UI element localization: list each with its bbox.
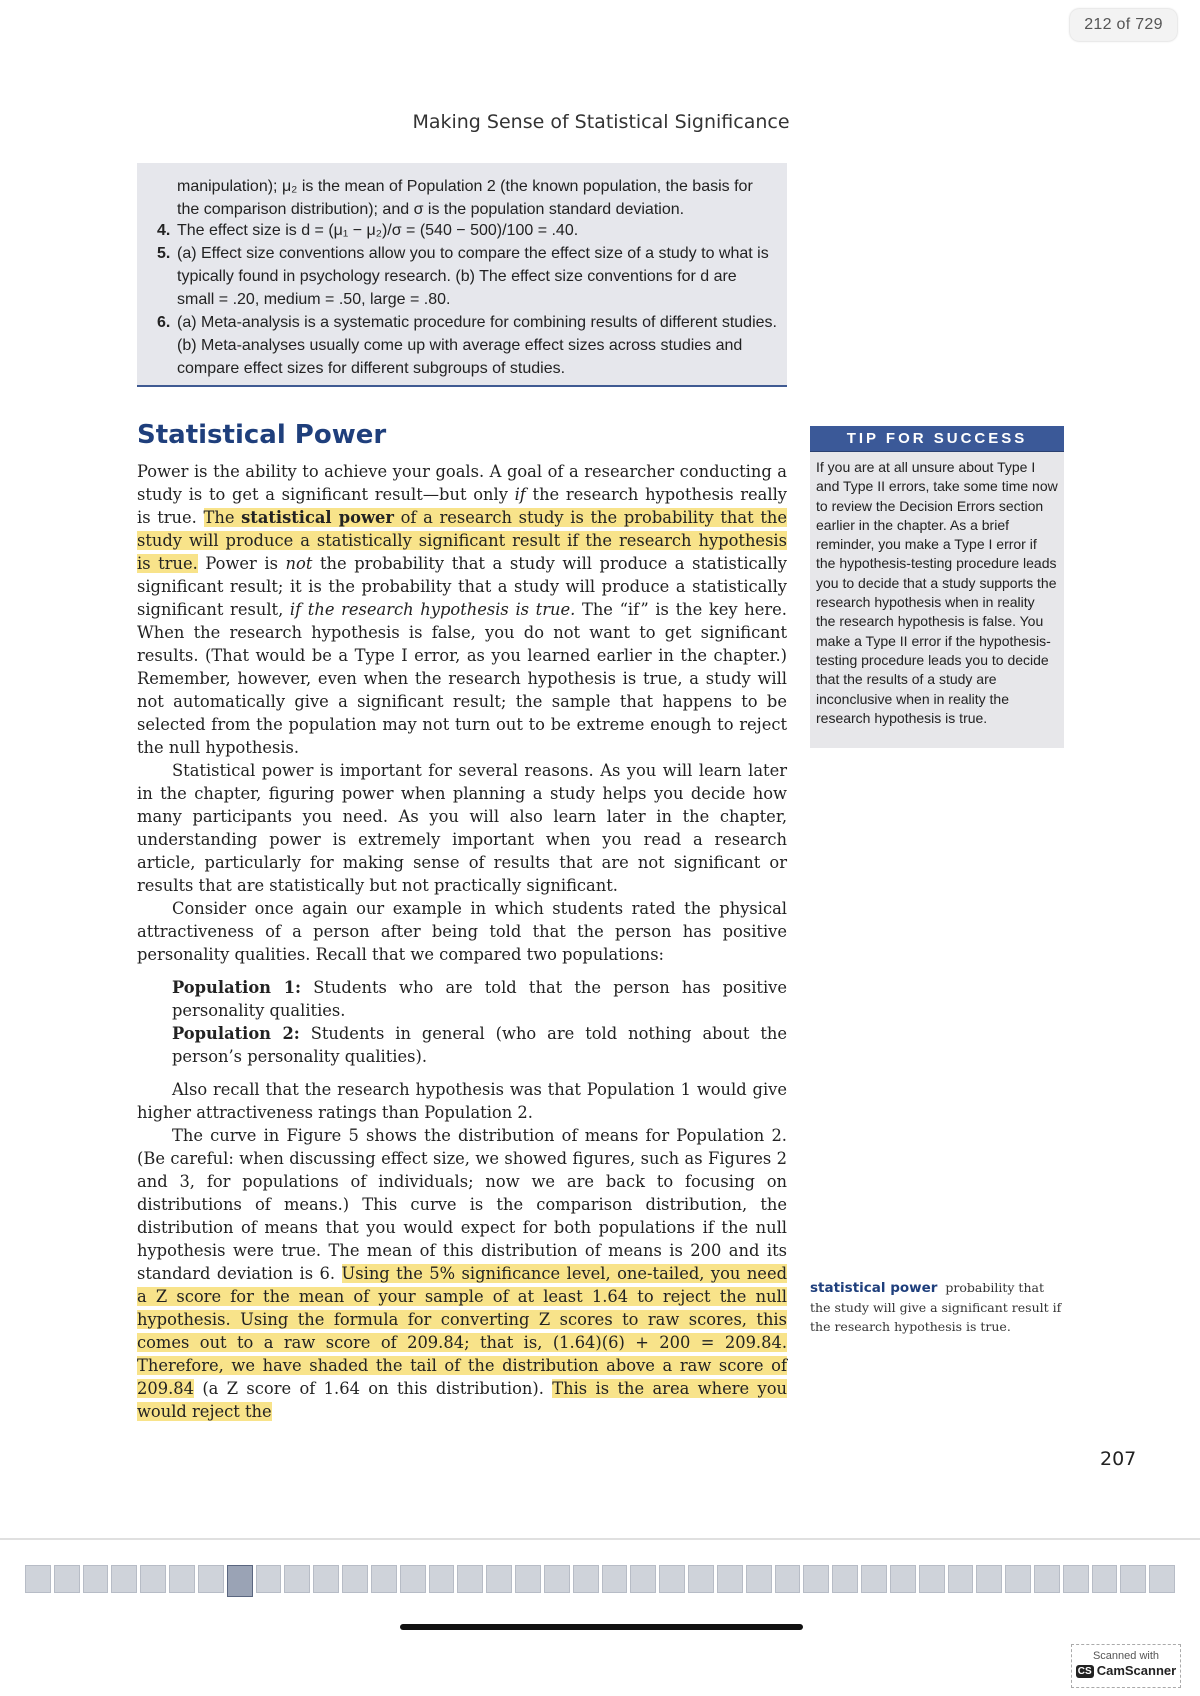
page-thumbnail[interactable] — [111, 1565, 137, 1593]
page-thumbnail[interactable] — [659, 1565, 685, 1593]
page-thumbnail[interactable] — [976, 1565, 1002, 1593]
paragraph: Power is the ability to achieve your goals. A goal of a researcher conducting a study is to get a significant result—but only if the research hypothesis really is true. The statistical power of a research study is the probability that the study will produce a statistically significant result if the research hypothesis is true. Power is not the probability that a study will produce a statistically significant result; it is the probability that a study will produce a statistically significant result, if the research hypothesis is true. The “if” is the key here. When the research hypothesis is false, you do not want to get significant results. (That would be a Type I error, as you learned earlier in the chapter.) Remember, however, even when the research hypothesis is true, a study will not automatically give a significant result; the sample that happens to be selected from the population may not turn out to be extreme enough to reject the null hypothesis. — [137, 462, 787, 757]
answer-item — [137, 219, 777, 242]
answer-box — [137, 163, 787, 387]
page-thumbnail[interactable] — [573, 1565, 599, 1593]
page-thumbnail[interactable] — [1034, 1565, 1060, 1593]
answer-items — [137, 219, 777, 380]
highlight: Using the 5% significance level, one-tailed, you need a Z score for the mean of your sample of at least 1.64 to reject the null hypothesis. Using the formula for converting Z scores to raw scores, this comes out to a raw score of 209.84; that is, (1.64)(6) + 200 = 209.84. Therefore, we have shaded the tail of the distribution above a raw score of 209.84 — [137, 1264, 787, 1398]
page-thumbnail[interactable] — [803, 1565, 829, 1593]
page-thumbnail[interactable] — [1005, 1565, 1031, 1593]
divider — [0, 1538, 1200, 1540]
body-text — [137, 460, 787, 1423]
highlight: This is the area where you would reject the — [137, 1379, 787, 1421]
page-thumbnail[interactable] — [890, 1565, 916, 1593]
page-thumbnail[interactable] — [25, 1565, 51, 1593]
page-thumbnail[interactable] — [227, 1565, 253, 1597]
page-thumbnail[interactable] — [717, 1565, 743, 1593]
page-thumbnail[interactable] — [1063, 1565, 1089, 1593]
list-item: Population 2: Students in general (who are told nothing about the person’s personality qualities). — [172, 1024, 788, 1066]
tip-body: If you are at all unsure about Type I and Type II errors, take some time now to review the Decision Errors section earlier in the chapter. As a brief reminder, you make a Type I error if the hypothesis-testing procedure leads you to decide that a study supports the research hypothesis when in reality the research hypothesis is false. You make a Type II error if the hypothesis-testing procedure leads you to decide that the results of a study are inconclusive when in reality the research hypothesis is true. — [816, 459, 1058, 726]
answer-item — [137, 242, 777, 311]
page-thumbnail[interactable] — [1149, 1565, 1175, 1593]
page-thumbnail[interactable] — [429, 1565, 455, 1593]
page-thumbnail[interactable] — [602, 1565, 628, 1593]
page-thumbnail[interactable] — [1120, 1565, 1146, 1593]
page-thumbnail[interactable] — [861, 1565, 887, 1593]
paragraph: Statistical power is important for several reasons. As you will learn later in the chapter, figuring power when planning a study helps you decide how many participants you need. As you will also learn later in the chapter, understanding power is extremely important when you read a research article, particularly for making sense of results that are not significant or results that are statistically but not practically significant. — [137, 761, 787, 895]
page-thumbnail[interactable] — [256, 1565, 282, 1593]
page-thumbnail[interactable] — [313, 1565, 339, 1593]
answer-number: 4. — [157, 222, 171, 239]
page-thumbnail[interactable] — [83, 1565, 109, 1593]
page-thumbnail[interactable] — [169, 1565, 195, 1593]
page-thumbnail[interactable] — [948, 1565, 974, 1593]
page-number: 207 — [1100, 1448, 1137, 1470]
page-thumbnail[interactable] — [198, 1565, 224, 1593]
page-thumbnail[interactable] — [140, 1565, 166, 1593]
page-thumbnail[interactable] — [486, 1565, 512, 1593]
page-thumbnail[interactable] — [342, 1565, 368, 1593]
home-indicator[interactable] — [400, 1624, 803, 1630]
key-term: statistical power — [241, 508, 394, 527]
answer-text: The effect size is d = (μ₁ − μ₂)/σ = (540 − 500)/100 = .40. — [177, 222, 579, 239]
page-thumbnail[interactable] — [400, 1565, 426, 1593]
answer-text: (a) Effect size conventions allow you to compare the effect size of a study to what is typically found in psychology research. (b) The effect size conventions for d are small = .20, medium = .50, large = .80. — [177, 245, 769, 308]
list-item: Population 1: Students who are told that the person has positive personality qualities. — [172, 978, 787, 1020]
paragraph: Consider once again our example in which students rated the physical attractiveness of a person after being told that the person has positive personality qualities. Recall that we compared two populations: — [137, 899, 787, 964]
page-thumbnail[interactable] — [919, 1565, 945, 1593]
camscanner-watermark: Scanned with CS CamScanner — [1071, 1644, 1181, 1688]
page-thumbnail[interactable] — [54, 1565, 80, 1593]
answer-number: 5. — [157, 245, 171, 262]
page-thumbnail[interactable] — [746, 1565, 772, 1593]
page-thumbnail[interactable] — [515, 1565, 541, 1593]
page-thumbnail[interactable] — [688, 1565, 714, 1593]
glossary-term: statistical power — [810, 1280, 938, 1296]
tip-header: TIP FOR SUCCESS — [810, 426, 1064, 452]
page-thumbnail[interactable] — [284, 1565, 310, 1593]
answer-item — [137, 311, 777, 380]
answer-continuation: manipulation); μ₂ is the mean of Population 2 (the known population, the basis for the comparison distribution); and σ is the population standard deviation. — [177, 178, 753, 218]
page-thumbnail[interactable] — [457, 1565, 483, 1593]
glossary-note — [810, 1278, 1064, 1336]
highlight: The statistical power of a research study is the probability that the study will produce a statistically significant result if the research hypothesis is true. — [137, 508, 787, 573]
page-thumbnail[interactable] — [775, 1565, 801, 1593]
page-thumbnail[interactable] — [371, 1565, 397, 1593]
camscanner-logo-icon: CS — [1077, 1666, 1092, 1677]
tip-box — [810, 426, 1064, 748]
page-thumbnail[interactable] — [1092, 1565, 1118, 1593]
page-counter: 212 of 729 — [1070, 9, 1177, 41]
glossary-definition: probability that the study will give a significant result if the research hypothesis is true. — [810, 1280, 1062, 1334]
page-thumbnail[interactable] — [544, 1565, 570, 1593]
answer-text: (a) Meta-analysis is a systematic procedure for combining results of different studies. (b) Meta-analyses usually come up with average effect sizes across studies and compare effect sizes for different subgroups of studies. — [177, 314, 777, 377]
section-title: Statistical Power — [137, 420, 387, 450]
paragraph: The curve in Figure 5 shows the distribution of means for Population 2. (Be careful: when discussing effect size, we showed figures, such as Figures 2 and 3, for populations of individuals; now we are back to focusing on distributions of means.) This curve is the comparison distribution, the distribution of means that you would expect for both populations if the null hypothesis were true. The mean of this distribution of means is 200 and its standard deviation is 6. Using the 5% significance level, one-tailed, you need a Z score for the mean of your sample of at least 1.64 to reject the null hypothesis. Using the formula for converting Z scores to raw scores, this comes out to a raw score of 209.84; that is, (1.64)(6) + 200 = 209.84. Therefore, we have shaded the tail of the distribution above a raw score of 209.84 (a Z score of 1.64 on this distribution). This is the area where you would reject the — [137, 1126, 787, 1421]
answer-number: 6. — [157, 314, 171, 331]
population-list — [172, 976, 787, 1068]
running-head: Making Sense of Statistical Significance — [412, 111, 790, 133]
page-thumbnail[interactable] — [832, 1565, 858, 1593]
paragraph: Also recall that the research hypothesis was that Population 1 would give higher attractiveness ratings than Population 2. — [137, 1080, 787, 1122]
page-thumbnail[interactable] — [630, 1565, 656, 1593]
thumbnail-strip[interactable] — [25, 1565, 1175, 1595]
